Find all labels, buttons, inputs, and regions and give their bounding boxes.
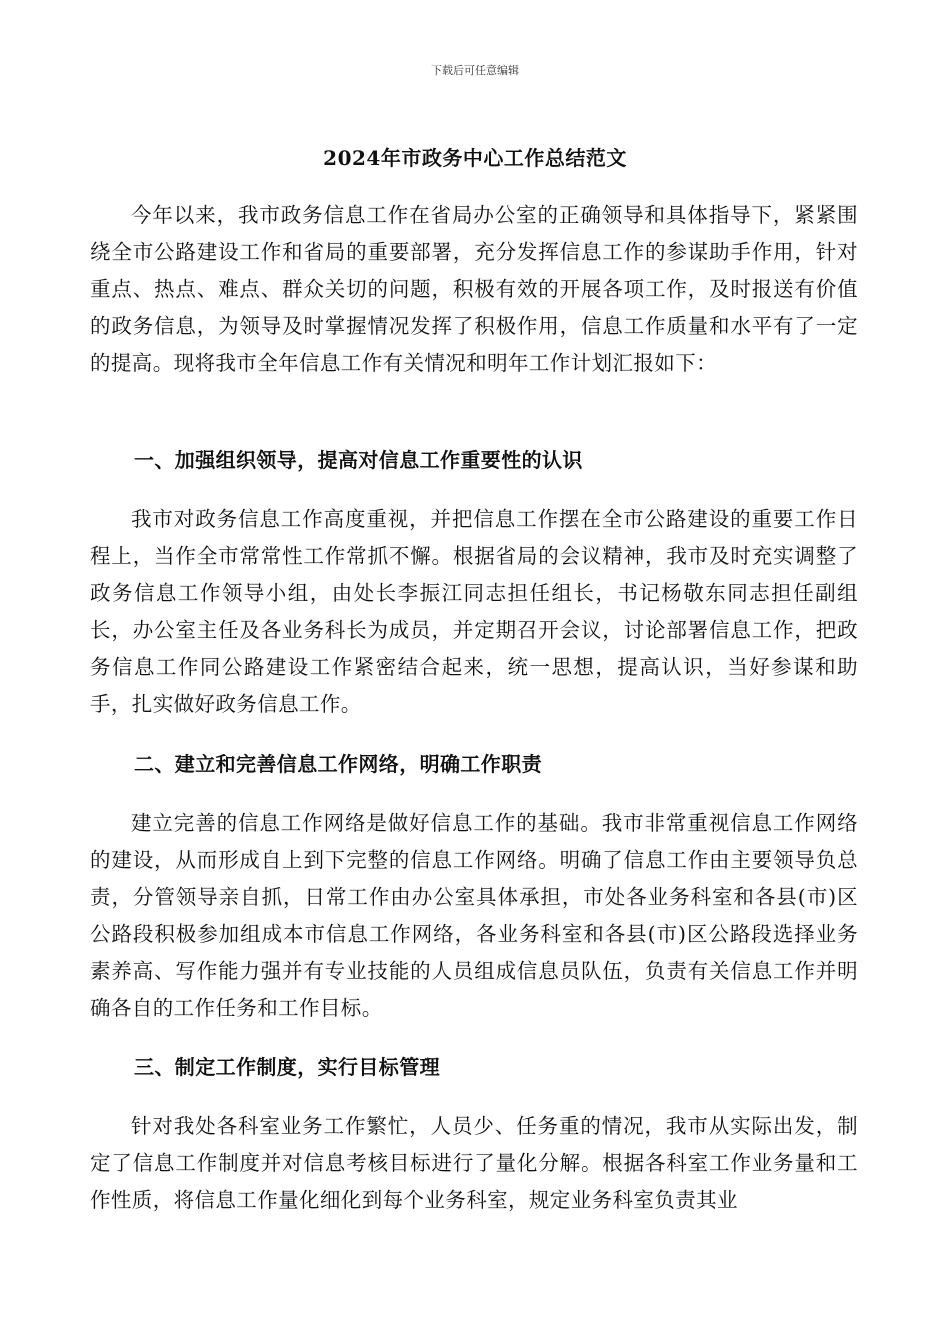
section-2-paragraph: 建立完善的信息工作网络是做好信息工作的基础。我市非常重视信息工作网络的建设，从而形成自上到下完整的信息工作网络。明确了信息工作由主要领导负总责，分管领导亲自抓，日常工作由办公室具体承担，市处各业务科室和各县(市)区公路段积极参加组成本市信息工作网络，各业务科室和各县(市)区公路段选择业务素养高、写作能力强并有专业技能的人员组成信息员队伍，负责有关信息工作并明确各自的工作任务和工作目标。	[90, 811, 858, 1020]
header-note: 下载后可任意编辑	[431, 64, 519, 77]
document-title: 2024年市政务中心工作总结范文	[323, 146, 627, 170]
section-heading-1: 一、加强组织领导，提高对信息工作重要性的认识	[134, 448, 583, 472]
intro-paragraph: 今年以来，我市政务信息工作在省局办公室的正确领导和具体指导下，紧紧围绕全市公路建设工作和省局的重要部署，充分发挥信息工作的参谋助手作用，针对重点、热点、难点、群众关切的问题，积极有效的开展各项工作，及时报送有价值的政务信息，为领导及时掌握情况发挥了积极作用，信息工作质量和水平有了一定的提高。现将我市全年信息工作有关情况和明年工作计划汇报如下：	[90, 203, 858, 375]
section-heading-2: 二、建立和完善信息工作网络，明确工作职责	[134, 752, 542, 776]
section-heading-3: 三、制定工作制度，实行目标管理	[134, 1055, 440, 1079]
section-3-paragraph: 针对我处各科室业务工作繁忙，人员少、任务重的情况，我市从实际出发，制定了信息工作制度并对信息考核目标进行了量化分解。根据各科室工作业务量和工作性质，将信息工作量化细化到每个业务科室，规定业务科室负责其业	[90, 1114, 858, 1212]
section-1-paragraph: 我市对政务信息工作高度重视，并把信息工作摆在全市公路建设的重要工作日程上，当作全市常常性工作常抓不懈。根据省局的会议精神，我市及时充实调整了政务信息工作领导小组，由处长李振江同志担任组长，书记杨敬东同志担任副组长，办公室主任及各业务科长为成员，并定期召开会议，讨论部署信息工作，把政务信息工作同公路建设工作紧密结合起来，统一思想，提高认识，当好参谋和助手，扎实做好政务信息工作。	[90, 507, 858, 716]
